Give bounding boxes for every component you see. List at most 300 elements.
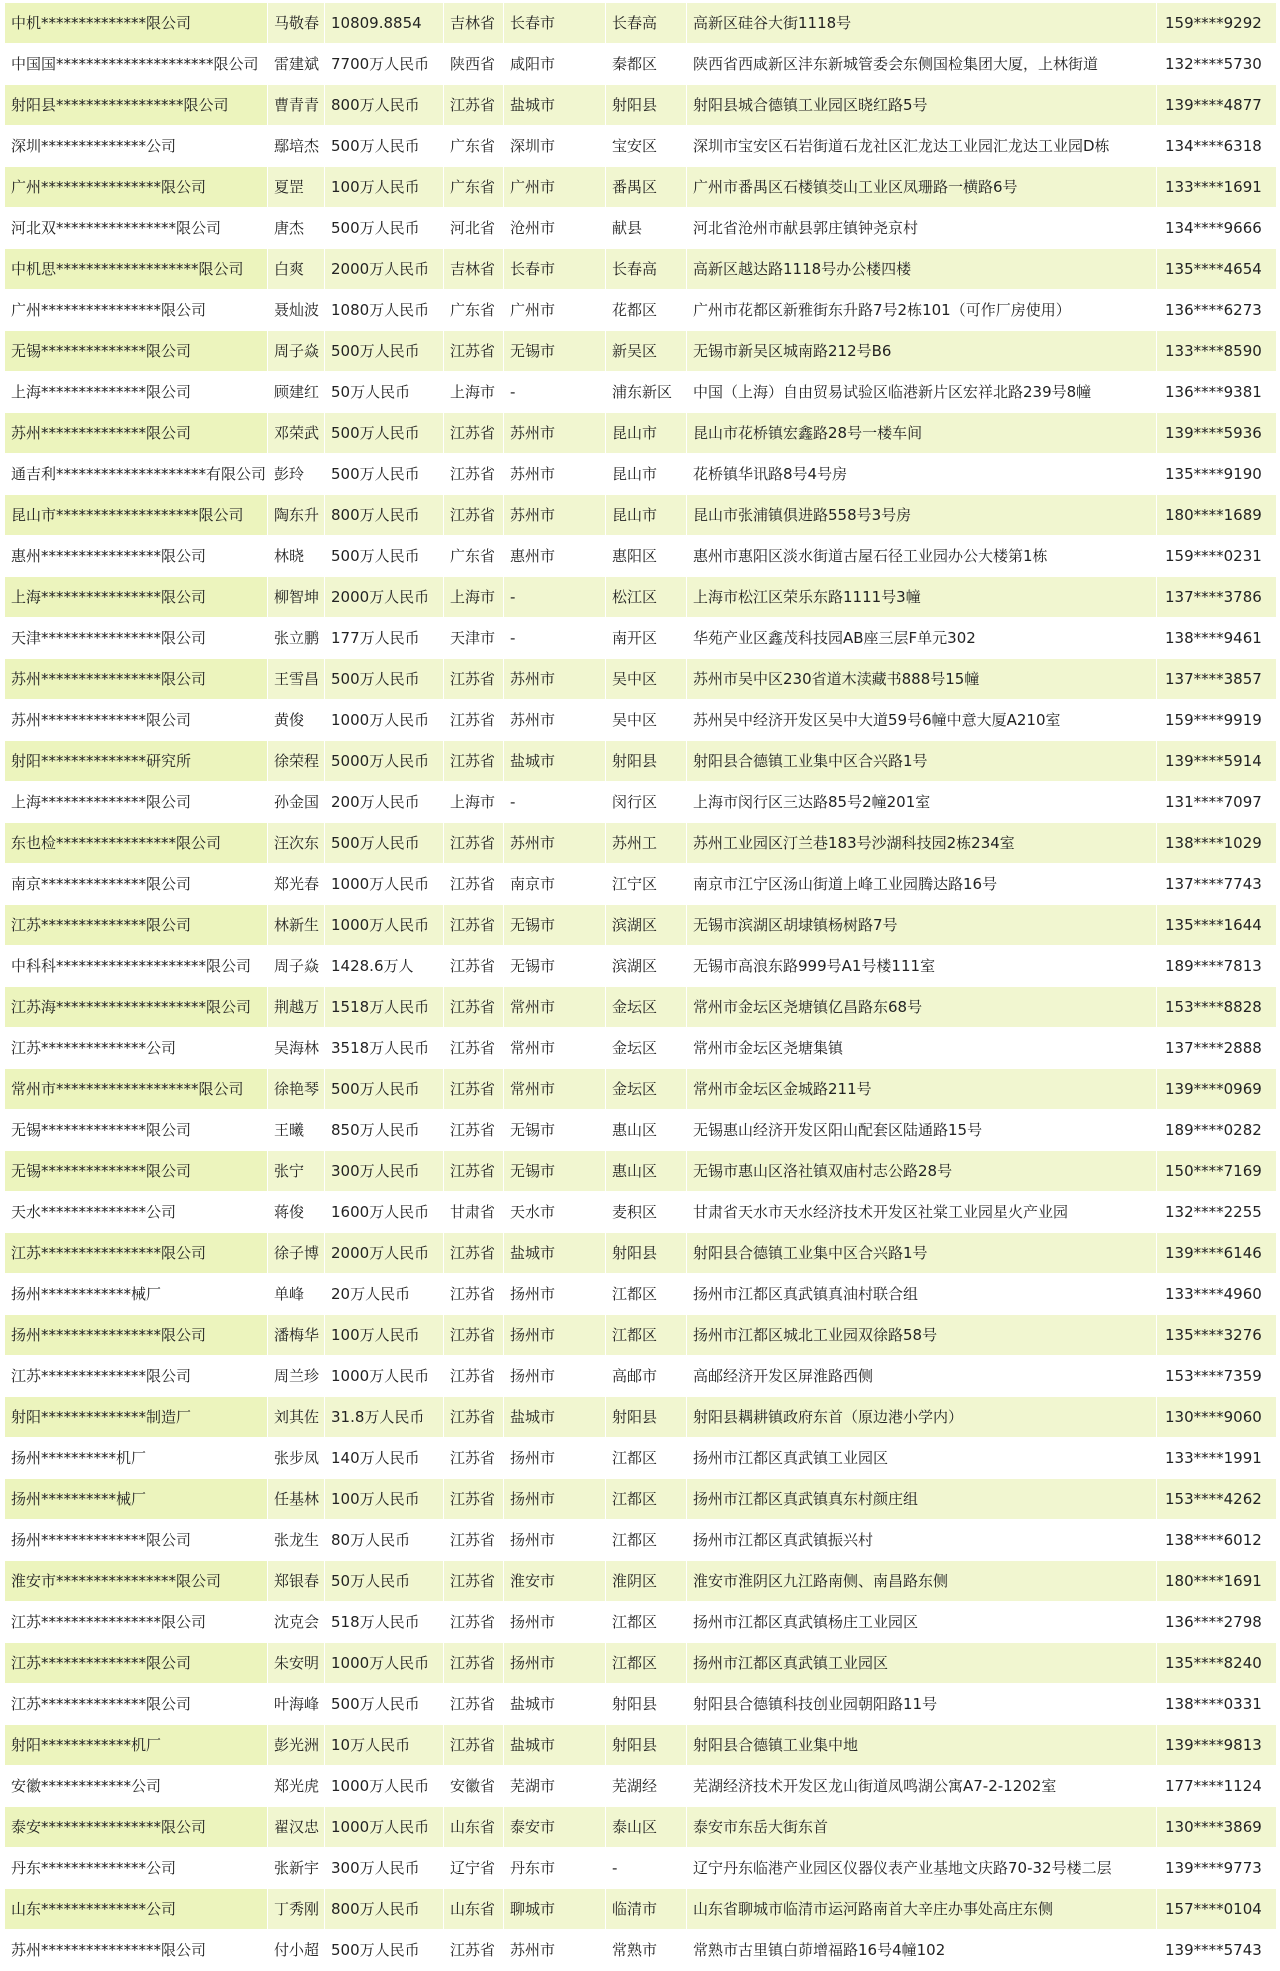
province-cell: 江苏省: [444, 700, 504, 741]
registered-capital-cell: 31.8万人民币: [325, 1397, 444, 1438]
city-cell: 无锡市: [504, 946, 606, 987]
company-name-cell: 射阳************机厂: [5, 1725, 268, 1766]
address-cell: 常熟市古里镇白茆增福路16号4幢102: [687, 1930, 1157, 1971]
table-row: [5, 1028, 1277, 1069]
company-name-cell: 安徽************公司: [5, 1766, 268, 1807]
city-cell: 苏州市: [504, 1930, 606, 1971]
table-row: [5, 1520, 1277, 1561]
registered-capital-cell: 10万人民币: [325, 1725, 444, 1766]
province-cell: 甘肃省: [444, 1192, 504, 1233]
province-cell: 江苏省: [444, 1069, 504, 1110]
registered-capital-cell: 1080万人民币: [325, 290, 444, 331]
table-row: [5, 1274, 1277, 1315]
registered-capital-cell: 500万人民币: [325, 413, 444, 454]
company-name-cell: 苏州****************限公司: [5, 1930, 268, 1971]
province-cell: 江苏省: [444, 659, 504, 700]
address-cell: 无锡市惠山区洛社镇双庙村志公路28号: [687, 1151, 1157, 1192]
registered-capital-cell: 200万人民币: [325, 782, 444, 823]
city-cell: -: [504, 782, 606, 823]
table-row: [5, 1561, 1277, 1602]
address-cell: 昆山市张浦镇俱进路558号3号房: [687, 495, 1157, 536]
phone-cell: 130****3869: [1157, 1807, 1277, 1848]
city-cell: 盐城市: [504, 85, 606, 126]
address-cell: 扬州市江都区真武镇真油村联合组: [687, 1274, 1157, 1315]
district-cell: 献县: [606, 208, 687, 249]
phone-cell: 139****9813: [1157, 1725, 1277, 1766]
phone-cell: 159****9919: [1157, 700, 1277, 741]
table-row: [5, 1807, 1277, 1848]
company-name-cell: 南京**************限公司: [5, 864, 268, 905]
registered-capital-cell: 500万人民币: [325, 823, 444, 864]
company-name-cell: 江苏海********************限公司: [5, 987, 268, 1028]
company-name-cell: 江苏**************限公司: [5, 905, 268, 946]
province-cell: 江苏省: [444, 85, 504, 126]
registered-capital-cell: 2000万人民币: [325, 1233, 444, 1274]
address-cell: 昆山市花桥镇宏鑫路28号一楼车间: [687, 413, 1157, 454]
company-name-cell: 扬州****************限公司: [5, 1315, 268, 1356]
table-row: [5, 1110, 1277, 1151]
address-cell: 射阳县耦耕镇政府东首（原边港小学内）: [687, 1397, 1157, 1438]
province-cell: 江苏省: [444, 1315, 504, 1356]
legal-person-cell: 曹青青: [268, 85, 325, 126]
legal-person-cell: 翟汉忠: [268, 1807, 325, 1848]
city-cell: 咸阳市: [504, 44, 606, 85]
address-cell: 无锡市滨湖区胡埭镇杨树路7号: [687, 905, 1157, 946]
city-cell: 常州市: [504, 1069, 606, 1110]
phone-cell: 138****6012: [1157, 1520, 1277, 1561]
province-cell: 江苏省: [444, 946, 504, 987]
company-name-cell: 惠州****************限公司: [5, 536, 268, 577]
registered-capital-cell: 20万人民币: [325, 1274, 444, 1315]
district-cell: 淮阴区: [606, 1561, 687, 1602]
city-cell: 常州市: [504, 1028, 606, 1069]
legal-person-cell: 沈克会: [268, 1602, 325, 1643]
company-name-cell: 深圳**************公司: [5, 126, 268, 167]
city-cell: 无锡市: [504, 905, 606, 946]
company-table: [4, 2, 1277, 1971]
district-cell: 江都区: [606, 1602, 687, 1643]
address-cell: 上海市闵行区三达路85号2幢201室: [687, 782, 1157, 823]
phone-cell: 157****0104: [1157, 1889, 1277, 1930]
registered-capital-cell: 500万人民币: [325, 536, 444, 577]
company-name-cell: 泰安****************限公司: [5, 1807, 268, 1848]
province-cell: 吉林省: [444, 3, 504, 44]
company-name-cell: 广州****************限公司: [5, 167, 268, 208]
phone-cell: 153****7359: [1157, 1356, 1277, 1397]
table-row: [5, 44, 1277, 85]
city-cell: 盐城市: [504, 1725, 606, 1766]
registered-capital-cell: 850万人民币: [325, 1110, 444, 1151]
district-cell: 昆山市: [606, 413, 687, 454]
district-cell: 惠山区: [606, 1151, 687, 1192]
province-cell: 江苏省: [444, 741, 504, 782]
address-cell: 河北省沧州市献县郭庄镇钟尧京村: [687, 208, 1157, 249]
address-cell: 华苑产业区鑫茂科技园AB座三层F单元302: [687, 618, 1157, 659]
address-cell: 山东省聊城市临清市运河路南首大辛庄办事处高庄东侧: [687, 1889, 1157, 1930]
legal-person-cell: 荆越万: [268, 987, 325, 1028]
registered-capital-cell: 7700万人民币: [325, 44, 444, 85]
phone-cell: 132****2255: [1157, 1192, 1277, 1233]
city-cell: 深圳市: [504, 126, 606, 167]
legal-person-cell: 蒋俊: [268, 1192, 325, 1233]
address-cell: 南京市江宁区汤山街道上峰工业园腾达路16号: [687, 864, 1157, 905]
registered-capital-cell: 1600万人民币: [325, 1192, 444, 1233]
table-row: [5, 1069, 1277, 1110]
district-cell: 临清市: [606, 1889, 687, 1930]
district-cell: 常熟市: [606, 1930, 687, 1971]
registered-capital-cell: 500万人民币: [325, 208, 444, 249]
registered-capital-cell: 100万人民币: [325, 1479, 444, 1520]
table-row: [5, 1192, 1277, 1233]
district-cell: 惠阳区: [606, 536, 687, 577]
city-cell: 扬州市: [504, 1479, 606, 1520]
phone-cell: 180****1689: [1157, 495, 1277, 536]
district-cell: 泰山区: [606, 1807, 687, 1848]
legal-person-cell: 林晓: [268, 536, 325, 577]
registered-capital-cell: 500万人民币: [325, 1930, 444, 1971]
phone-cell: 189****0282: [1157, 1110, 1277, 1151]
city-cell: -: [504, 577, 606, 618]
phone-cell: 159****0231: [1157, 536, 1277, 577]
phone-cell: 139****0969: [1157, 1069, 1277, 1110]
table-row: [5, 1684, 1277, 1725]
table-row: [5, 1397, 1277, 1438]
address-cell: 无锡市高浪东路999号A1号楼111室: [687, 946, 1157, 987]
registered-capital-cell: 5000万人民币: [325, 741, 444, 782]
city-cell: 扬州市: [504, 1643, 606, 1684]
company-name-cell: 上海**************限公司: [5, 782, 268, 823]
legal-person-cell: 林新生: [268, 905, 325, 946]
address-cell: 射阳县合德镇工业集中区合兴路1号: [687, 1233, 1157, 1274]
province-cell: 江苏省: [444, 331, 504, 372]
company-name-cell: 东也检****************限公司: [5, 823, 268, 864]
company-name-cell: 射阳县*****************限公司: [5, 85, 268, 126]
city-cell: 长春市: [504, 249, 606, 290]
district-cell: 射阳县: [606, 1725, 687, 1766]
phone-cell: 130****9060: [1157, 1397, 1277, 1438]
registered-capital-cell: 100万人民币: [325, 1315, 444, 1356]
address-cell: 扬州市江都区真武镇工业园区: [687, 1438, 1157, 1479]
registered-capital-cell: 140万人民币: [325, 1438, 444, 1479]
address-cell: 无锡市新吴区城南路212号B6: [687, 331, 1157, 372]
phone-cell: 133****4960: [1157, 1274, 1277, 1315]
registered-capital-cell: 1000万人民币: [325, 1766, 444, 1807]
city-cell: 扬州市: [504, 1315, 606, 1356]
city-cell: 广州市: [504, 290, 606, 331]
district-cell: 金坛区: [606, 1028, 687, 1069]
phone-cell: 135****3276: [1157, 1315, 1277, 1356]
company-name-cell: 苏州**************限公司: [5, 413, 268, 454]
company-name-cell: 扬州**********机厂: [5, 1438, 268, 1479]
legal-person-cell: 徐艳琴: [268, 1069, 325, 1110]
company-name-cell: 无锡**************限公司: [5, 331, 268, 372]
table-row: [5, 946, 1277, 987]
province-cell: 江苏省: [444, 1725, 504, 1766]
province-cell: 江苏省: [444, 823, 504, 864]
province-cell: 江苏省: [444, 1602, 504, 1643]
company-name-cell: 江苏**************公司: [5, 1028, 268, 1069]
province-cell: 江苏省: [444, 905, 504, 946]
registered-capital-cell: 10809.8854: [325, 3, 444, 44]
district-cell: 长春高: [606, 3, 687, 44]
legal-person-cell: 彭光洲: [268, 1725, 325, 1766]
company-name-cell: 扬州**************限公司: [5, 1520, 268, 1561]
city-cell: 芜湖市: [504, 1766, 606, 1807]
registered-capital-cell: 1000万人民币: [325, 700, 444, 741]
table-row: [5, 249, 1277, 290]
company-name-cell: 广州****************限公司: [5, 290, 268, 331]
table-row: [5, 167, 1277, 208]
company-name-cell: 扬州************械厂: [5, 1274, 268, 1315]
company-name-cell: 苏州****************限公司: [5, 659, 268, 700]
registered-capital-cell: 80万人民币: [325, 1520, 444, 1561]
phone-cell: 133****1991: [1157, 1438, 1277, 1479]
address-cell: 苏州市吴中区230省道木渎藏书888号15幢: [687, 659, 1157, 700]
address-cell: 泰安市东岳大街东首: [687, 1807, 1157, 1848]
company-name-cell: 天水**************公司: [5, 1192, 268, 1233]
province-cell: 山东省: [444, 1807, 504, 1848]
table-row: [5, 331, 1277, 372]
company-name-cell: 无锡**************限公司: [5, 1151, 268, 1192]
city-cell: 扬州市: [504, 1602, 606, 1643]
address-cell: 淮安市淮阴区九江路南侧、南昌路东侧: [687, 1561, 1157, 1602]
province-cell: 江苏省: [444, 1233, 504, 1274]
table-body: [5, 3, 1277, 1971]
address-cell: 苏州吴中经济开发区吴中大道59号6幢中意大厦A210室: [687, 700, 1157, 741]
legal-person-cell: 任基林: [268, 1479, 325, 1520]
table-row: [5, 3, 1277, 44]
district-cell: 南开区: [606, 618, 687, 659]
company-name-cell: 无锡**************限公司: [5, 1110, 268, 1151]
registered-capital-cell: 500万人民币: [325, 454, 444, 495]
table-row: [5, 1643, 1277, 1684]
address-cell: 花桥镇华讯路8号4号房: [687, 454, 1157, 495]
province-cell: 江苏省: [444, 1643, 504, 1684]
table-row: [5, 290, 1277, 331]
province-cell: 江苏省: [444, 1561, 504, 1602]
district-cell: 江都区: [606, 1520, 687, 1561]
legal-person-cell: 陶东升: [268, 495, 325, 536]
district-cell: -: [606, 1848, 687, 1889]
legal-person-cell: 彭玲: [268, 454, 325, 495]
registered-capital-cell: 300万人民币: [325, 1848, 444, 1889]
legal-person-cell: 丁秀刚: [268, 1889, 325, 1930]
legal-person-cell: 潘梅华: [268, 1315, 325, 1356]
table-row: [5, 1438, 1277, 1479]
registered-capital-cell: 300万人民币: [325, 1151, 444, 1192]
district-cell: 番禺区: [606, 167, 687, 208]
legal-person-cell: 郑光虎: [268, 1766, 325, 1807]
phone-cell: 133****8590: [1157, 331, 1277, 372]
table-row: [5, 372, 1277, 413]
address-cell: 无锡惠山经济开发区阳山配套区陆通路15号: [687, 1110, 1157, 1151]
district-cell: 射阳县: [606, 1397, 687, 1438]
registered-capital-cell: 1518万人民币: [325, 987, 444, 1028]
city-cell: 盐城市: [504, 1684, 606, 1725]
district-cell: 射阳县: [606, 1684, 687, 1725]
province-cell: 上海市: [444, 782, 504, 823]
city-cell: 苏州市: [504, 659, 606, 700]
legal-person-cell: 周子焱: [268, 331, 325, 372]
company-name-cell: 射阳**************制造厂: [5, 1397, 268, 1438]
address-cell: 中国（上海）自由贸易试验区临港新片区宏祥北路239号8幢: [687, 372, 1157, 413]
address-cell: 深圳市宝安区石岩街道石龙社区汇龙达工业园汇龙达工业园D栋: [687, 126, 1157, 167]
phone-cell: 137****3857: [1157, 659, 1277, 700]
city-cell: 泰安市: [504, 1807, 606, 1848]
province-cell: 江苏省: [444, 495, 504, 536]
registered-capital-cell: 500万人民币: [325, 126, 444, 167]
district-cell: 金坛区: [606, 1069, 687, 1110]
province-cell: 广东省: [444, 167, 504, 208]
district-cell: 滨湖区: [606, 946, 687, 987]
phone-cell: 159****9292: [1157, 3, 1277, 44]
legal-person-cell: 周子焱: [268, 946, 325, 987]
registered-capital-cell: 1000万人民币: [325, 1807, 444, 1848]
district-cell: 新吴区: [606, 331, 687, 372]
legal-person-cell: 张立鹏: [268, 618, 325, 659]
legal-person-cell: 张步凤: [268, 1438, 325, 1479]
legal-person-cell: 徐荣程: [268, 741, 325, 782]
city-cell: 扬州市: [504, 1274, 606, 1315]
company-name-cell: 扬州**********械厂: [5, 1479, 268, 1520]
legal-person-cell: 汪次东: [268, 823, 325, 864]
address-cell: 高新区越达路1118号办公楼四楼: [687, 249, 1157, 290]
phone-cell: 150****7169: [1157, 1151, 1277, 1192]
district-cell: 宝安区: [606, 126, 687, 167]
district-cell: 江宁区: [606, 864, 687, 905]
city-cell: 苏州市: [504, 495, 606, 536]
city-cell: 盐城市: [504, 1233, 606, 1274]
legal-person-cell: 夏罡: [268, 167, 325, 208]
phone-cell: 131****7097: [1157, 782, 1277, 823]
company-name-cell: 上海****************限公司: [5, 577, 268, 618]
district-cell: 江都区: [606, 1274, 687, 1315]
district-cell: 花都区: [606, 290, 687, 331]
district-cell: 惠山区: [606, 1110, 687, 1151]
registered-capital-cell: 1428.6万人: [325, 946, 444, 987]
legal-person-cell: 聂灿波: [268, 290, 325, 331]
province-cell: 天津市: [444, 618, 504, 659]
table-row: [5, 987, 1277, 1028]
phone-cell: 139****6146: [1157, 1233, 1277, 1274]
phone-cell: 189****7813: [1157, 946, 1277, 987]
address-cell: 陕西省西咸新区沣东新城管委会东侧国检集团大厦，上林街道: [687, 44, 1157, 85]
province-cell: 江苏省: [444, 1479, 504, 1520]
district-cell: 松江区: [606, 577, 687, 618]
district-cell: 江都区: [606, 1643, 687, 1684]
phone-cell: 137****7743: [1157, 864, 1277, 905]
address-cell: 射阳县合德镇科技创业园朝阳路11号: [687, 1684, 1157, 1725]
city-cell: -: [504, 618, 606, 659]
table-row: [5, 413, 1277, 454]
registered-capital-cell: 177万人民币: [325, 618, 444, 659]
address-cell: 射阳县城合德镇工业园区晓红路5号: [687, 85, 1157, 126]
table-row: [5, 659, 1277, 700]
district-cell: 长春高: [606, 249, 687, 290]
table-row: [5, 618, 1277, 659]
company-name-cell: 通吉利********************有限公司: [5, 454, 268, 495]
phone-cell: 180****1691: [1157, 1561, 1277, 1602]
city-cell: -: [504, 372, 606, 413]
address-cell: 甘肃省天水市天水经济技术开发区社棠工业园星火产业园: [687, 1192, 1157, 1233]
district-cell: 吴中区: [606, 659, 687, 700]
phone-cell: 153****4262: [1157, 1479, 1277, 1520]
province-cell: 江苏省: [444, 987, 504, 1028]
registered-capital-cell: 1000万人民币: [325, 905, 444, 946]
address-cell: 广州市番禺区石楼镇茭山工业区凤珊路一横路6号: [687, 167, 1157, 208]
phone-cell: 133****1691: [1157, 167, 1277, 208]
phone-cell: 134****9666: [1157, 208, 1277, 249]
table-row: [5, 577, 1277, 618]
legal-person-cell: 叶海峰: [268, 1684, 325, 1725]
legal-person-cell: 张龙生: [268, 1520, 325, 1561]
city-cell: 苏州市: [504, 454, 606, 495]
company-name-cell: 丹东**************公司: [5, 1848, 268, 1889]
table-row: [5, 454, 1277, 495]
province-cell: 辽宁省: [444, 1848, 504, 1889]
legal-person-cell: 付小超: [268, 1930, 325, 1971]
phone-cell: 136****2798: [1157, 1602, 1277, 1643]
address-cell: 常州市金坛区金城路211号: [687, 1069, 1157, 1110]
address-cell: 射阳县合德镇工业集中区合兴路1号: [687, 741, 1157, 782]
city-cell: 扬州市: [504, 1520, 606, 1561]
province-cell: 山东省: [444, 1889, 504, 1930]
city-cell: 苏州市: [504, 823, 606, 864]
legal-person-cell: 单峰: [268, 1274, 325, 1315]
company-name-cell: 中机思*******************限公司: [5, 249, 268, 290]
company-name-cell: 江苏****************限公司: [5, 1602, 268, 1643]
city-cell: 盐城市: [504, 1397, 606, 1438]
district-cell: 射阳县: [606, 85, 687, 126]
legal-person-cell: 白爽: [268, 249, 325, 290]
registered-capital-cell: 50万人民币: [325, 372, 444, 413]
company-name-cell: 上海**************限公司: [5, 372, 268, 413]
legal-person-cell: 柳智坤: [268, 577, 325, 618]
table-row: [5, 782, 1277, 823]
company-name-cell: 河北双****************限公司: [5, 208, 268, 249]
table-row: [5, 1479, 1277, 1520]
registered-capital-cell: 1000万人民币: [325, 864, 444, 905]
legal-person-cell: 顾建红: [268, 372, 325, 413]
city-cell: 无锡市: [504, 331, 606, 372]
address-cell: 惠州市惠阳区淡水街道古屋石径工业园办公大楼第1栋: [687, 536, 1157, 577]
table-row: [5, 1766, 1277, 1807]
table-row: [5, 1889, 1277, 1930]
registered-capital-cell: 2000万人民币: [325, 249, 444, 290]
city-cell: 惠州市: [504, 536, 606, 577]
province-cell: 上海市: [444, 372, 504, 413]
city-cell: 无锡市: [504, 1151, 606, 1192]
table-row: [5, 905, 1277, 946]
district-cell: 麦积区: [606, 1192, 687, 1233]
phone-cell: 137****2888: [1157, 1028, 1277, 1069]
district-cell: 金坛区: [606, 987, 687, 1028]
city-cell: 淮安市: [504, 1561, 606, 1602]
province-cell: 江苏省: [444, 1151, 504, 1192]
city-cell: 无锡市: [504, 1110, 606, 1151]
phone-cell: 135****1644: [1157, 905, 1277, 946]
district-cell: 射阳县: [606, 741, 687, 782]
legal-person-cell: 唐杰: [268, 208, 325, 249]
province-cell: 江苏省: [444, 864, 504, 905]
phone-cell: 139****5936: [1157, 413, 1277, 454]
address-cell: 扬州市江都区真武镇真东村颜庄组: [687, 1479, 1157, 1520]
district-cell: 滨湖区: [606, 905, 687, 946]
phone-cell: 137****3786: [1157, 577, 1277, 618]
district-cell: 江都区: [606, 1438, 687, 1479]
company-name-cell: 常州市*******************限公司: [5, 1069, 268, 1110]
legal-person-cell: 张宁: [268, 1151, 325, 1192]
